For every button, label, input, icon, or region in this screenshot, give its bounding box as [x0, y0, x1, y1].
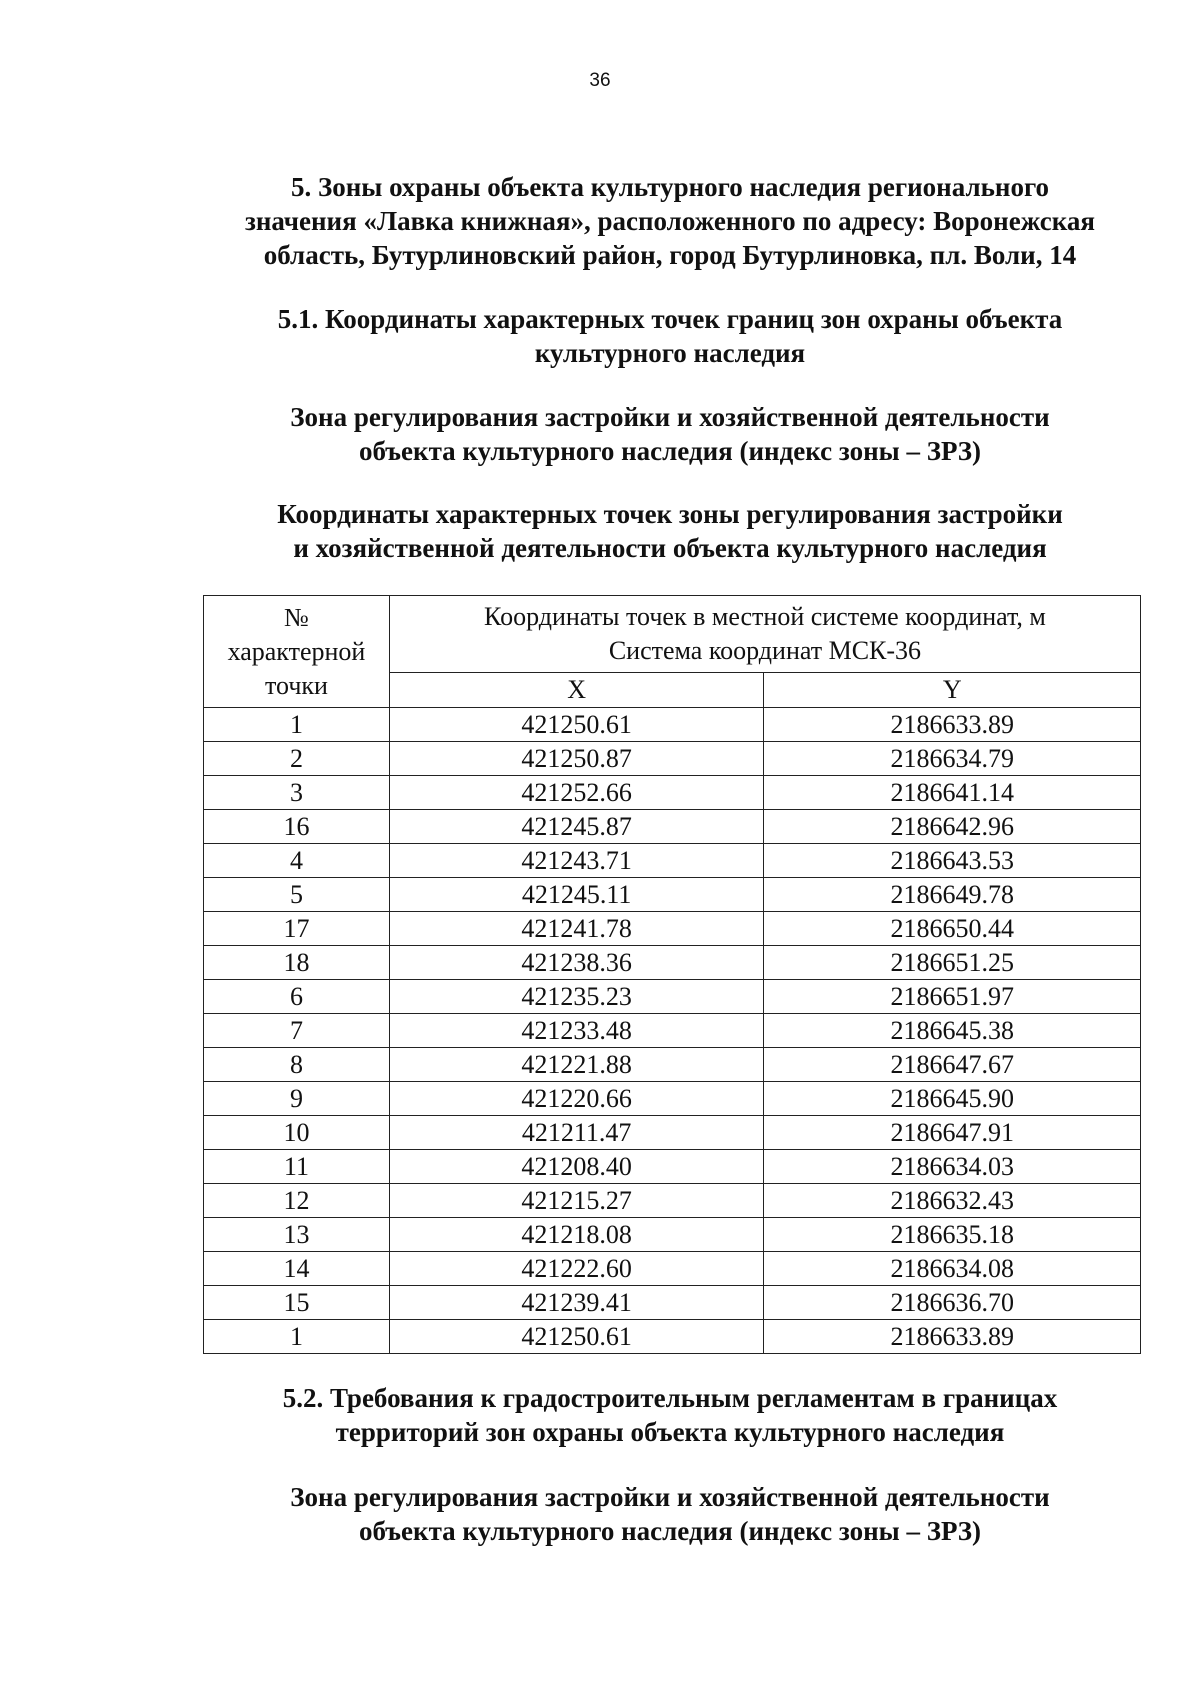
coordinates-caption-line: Координаты характерных точек зоны регулирования застройки: [277, 499, 1063, 529]
x-coordinate-cell: 421250.87: [389, 742, 764, 776]
y-coordinate-cell: 2186634.08: [764, 1252, 1141, 1286]
x-coordinate-cell: 421218.08: [389, 1218, 764, 1252]
zone-title-secondary: [170, 1480, 1170, 1548]
requirements-title-line: 5.2. Требования к градостроительным регламентам в границах: [282, 1383, 1058, 1413]
x-coordinate-cell: 421215.27: [389, 1184, 764, 1218]
zone-title-secondary-line: объекта культурного наследия (индекс зоны – ЗРЗ): [358, 1516, 982, 1546]
header-coordinates-line: Система координат МСК-36: [608, 636, 922, 665]
table-row: [204, 844, 1141, 878]
table-row: [204, 980, 1141, 1014]
table-row: [204, 1320, 1141, 1354]
point-number-cell: 12: [204, 1184, 390, 1218]
point-number-cell: 2: [204, 742, 390, 776]
table-row: [204, 1014, 1141, 1048]
y-coordinate-cell: 2186647.91: [764, 1116, 1141, 1150]
table-row: [204, 912, 1141, 946]
section-title-line: значения «Лавка книжная», расположенного по адресу: Воронежская: [244, 206, 1096, 236]
x-coordinate-cell: 421245.11: [389, 878, 764, 912]
point-number-cell: 16: [204, 810, 390, 844]
header-point-number-line: №: [284, 602, 309, 632]
header-y: Y: [764, 673, 1141, 708]
y-coordinate-cell: 2186634.03: [764, 1150, 1141, 1184]
point-number-cell: 18: [204, 946, 390, 980]
point-number-cell: 13: [204, 1218, 390, 1252]
header-coordinates-line: Координаты точек в местной системе координат, м: [484, 602, 1046, 631]
point-number-cell: 8: [204, 1048, 390, 1082]
table-row: [204, 810, 1141, 844]
x-coordinate-cell: 421222.60: [389, 1252, 764, 1286]
point-number-cell: 4: [204, 844, 390, 878]
subsection-title-line: 5.1. Координаты характерных точек границ зон охраны объекта: [277, 304, 1063, 334]
header-point-number-line: точки: [264, 670, 328, 700]
zone-title-secondary-line: Зона регулирования застройки и хозяйственной деятельности: [290, 1482, 1050, 1512]
header-point-number-line: характерной: [227, 636, 366, 666]
zone-title: [170, 400, 1170, 468]
section-title-line: область, Бутурлиновский район, город Бутурлиновка, пл. Воли, 14: [263, 240, 1077, 270]
y-coordinate-cell: 2186634.79: [764, 742, 1141, 776]
requirements-title-line: территорий зон охраны объекта культурного наследия: [335, 1417, 1005, 1447]
x-coordinate-cell: 421252.66: [389, 776, 764, 810]
table-row: [204, 1150, 1141, 1184]
x-coordinate-cell: 421238.36: [389, 946, 764, 980]
x-coordinate-cell: 421243.71: [389, 844, 764, 878]
y-coordinate-cell: 2186632.43: [764, 1184, 1141, 1218]
x-coordinate-cell: 421235.23: [389, 980, 764, 1014]
point-number-cell: 1: [204, 1320, 390, 1354]
point-number-cell: 9: [204, 1082, 390, 1116]
x-coordinate-cell: 421250.61: [389, 1320, 764, 1354]
table-row: [204, 1286, 1141, 1320]
subsection-title: [170, 302, 1170, 370]
point-number-cell: 3: [204, 776, 390, 810]
point-number-cell: 14: [204, 1252, 390, 1286]
x-coordinate-cell: 421239.41: [389, 1286, 764, 1320]
point-number-cell: 11: [204, 1150, 390, 1184]
point-number-cell: 15: [204, 1286, 390, 1320]
table-row: [204, 776, 1141, 810]
x-coordinate-cell: 421220.66: [389, 1082, 764, 1116]
y-coordinate-cell: 2186645.90: [764, 1082, 1141, 1116]
point-number-cell: 1: [204, 708, 390, 742]
x-coordinate-cell: 421208.40: [389, 1150, 764, 1184]
table-row: [204, 1082, 1141, 1116]
point-number-cell: 5: [204, 878, 390, 912]
y-coordinate-cell: 2186642.96: [764, 810, 1141, 844]
point-number-cell: 7: [204, 1014, 390, 1048]
y-coordinate-cell: 2186649.78: [764, 878, 1141, 912]
zone-title-line: Зона регулирования застройки и хозяйственной деятельности: [290, 402, 1050, 432]
requirements-title: [170, 1381, 1170, 1449]
header-point-number: [204, 596, 390, 708]
table-row: [204, 742, 1141, 776]
x-coordinate-cell: 421241.78: [389, 912, 764, 946]
y-coordinate-cell: 2186643.53: [764, 844, 1141, 878]
y-coordinate-cell: 2186633.89: [764, 708, 1141, 742]
subsection-title-line: культурного наследия: [534, 338, 806, 368]
table-row: [204, 1116, 1141, 1150]
x-coordinate-cell: 421250.61: [389, 708, 764, 742]
x-coordinate-cell: 421233.48: [389, 1014, 764, 1048]
zone-title-line: объекта культурного наследия (индекс зоны – ЗРЗ): [358, 436, 982, 466]
table-row: [204, 1184, 1141, 1218]
coordinates-table-body: [204, 708, 1141, 1354]
point-number-cell: 17: [204, 912, 390, 946]
table-row: [204, 946, 1141, 980]
coordinates-caption: [170, 497, 1170, 565]
x-coordinate-cell: 421221.88: [389, 1048, 764, 1082]
table-row: [204, 1048, 1141, 1082]
x-coordinate-cell: 421211.47: [389, 1116, 764, 1150]
table-row: [204, 878, 1141, 912]
header-x: X: [389, 673, 764, 708]
coordinates-caption-line: и хозяйственной деятельности объекта культурного наследия: [293, 533, 1047, 563]
y-coordinate-cell: 2186647.67: [764, 1048, 1141, 1082]
coordinates-table: [203, 595, 1141, 1354]
page-number: 36: [589, 70, 611, 91]
table-row: [204, 708, 1141, 742]
header-coordinates: [389, 596, 1140, 673]
y-coordinate-cell: 2186635.18: [764, 1218, 1141, 1252]
y-coordinate-cell: 2186636.70: [764, 1286, 1141, 1320]
section-title: [170, 170, 1170, 272]
x-coordinate-cell: 421245.87: [389, 810, 764, 844]
section-title-line: 5. Зоны охраны объекта культурного наследия регионального: [290, 172, 1050, 202]
y-coordinate-cell: 2186633.89: [764, 1320, 1141, 1354]
y-coordinate-cell: 2186650.44: [764, 912, 1141, 946]
point-number-cell: 10: [204, 1116, 390, 1150]
y-coordinate-cell: 2186651.25: [764, 946, 1141, 980]
point-number-cell: 6: [204, 980, 390, 1014]
table-row: [204, 1218, 1141, 1252]
table-row: [204, 1252, 1141, 1286]
y-coordinate-cell: 2186651.97: [764, 980, 1141, 1014]
y-coordinate-cell: 2186641.14: [764, 776, 1141, 810]
y-coordinate-cell: 2186645.38: [764, 1014, 1141, 1048]
